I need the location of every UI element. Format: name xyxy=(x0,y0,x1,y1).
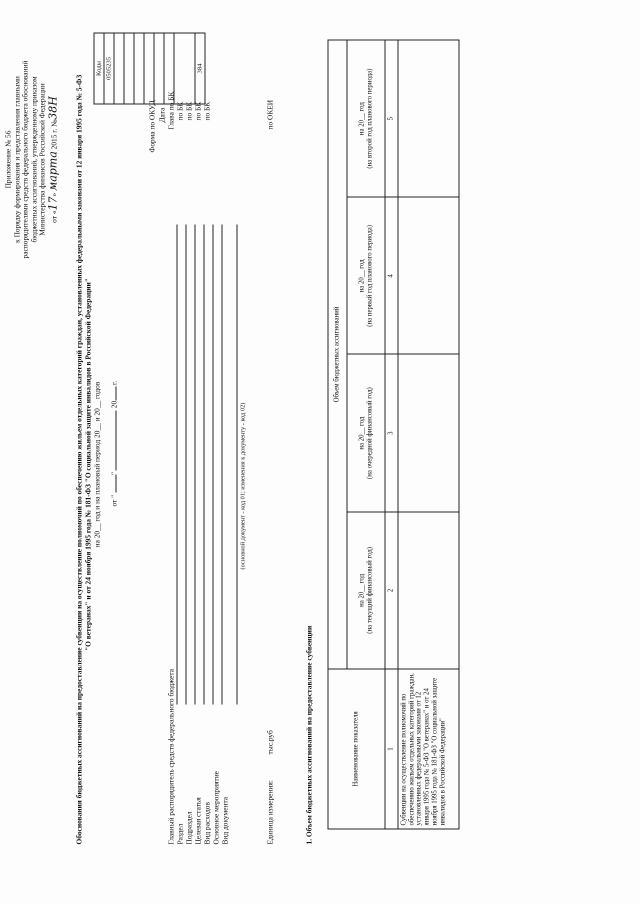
row-name: Субвенции на осуществление полномочий по обеспечению жильем отдельных категорий граждан, установленных федеральными законами от 12 января 1995 года № 5-ФЗ "О ветеранах" и от 24 ноября 1995 года № 181-ФЗ "О социальной защите инвалидов в Российской Федерации" xyxy=(398,669,459,829)
field-chief-manager: Главный распорядитель средств федерального бюджета xyxy=(166,668,176,845)
date-label: Дата xyxy=(157,107,167,123)
row-value-current xyxy=(398,512,459,669)
col-header-current xyxy=(347,512,385,669)
code-subsection xyxy=(144,33,154,104)
unit-label: Единица измерения: xyxy=(265,780,275,845)
row-value-plan2 xyxy=(398,40,459,197)
field-chief-manager-line xyxy=(177,225,178,705)
field-subsection-line xyxy=(195,225,196,705)
code-section xyxy=(134,33,144,104)
field-target-line xyxy=(204,225,205,705)
col-header-plan1 xyxy=(347,197,385,354)
appendix-date: от «17» марта 2015 г. №38Н xyxy=(46,96,60,223)
row-value-next xyxy=(398,355,459,512)
field-main-activity: Основное мероприятие xyxy=(211,771,221,845)
field-doc-type-line xyxy=(237,225,238,705)
okud-label: Форма по ОКУД xyxy=(147,100,157,153)
appendix-line-2: распорядителями средств федерального бюджета обоснований xyxy=(20,60,30,259)
col-header-plan2 xyxy=(347,40,385,197)
field-section-code: по БК xyxy=(175,101,185,121)
doc-type-note: (основной документ - код 01; изменения к документу - код 02) xyxy=(239,402,247,570)
field-section-line xyxy=(186,225,187,705)
col-header-next-desc: (на очередной финансовый год) xyxy=(366,387,373,480)
col-header-next xyxy=(347,355,385,512)
col-header-plan1-year: на 20__ год xyxy=(358,259,366,293)
col-num-5: 5 xyxy=(385,40,398,197)
col-header-current-year: на 20__ год xyxy=(358,573,366,607)
date-row xyxy=(111,381,120,507)
field-expense-type-code: по БК xyxy=(202,101,212,121)
document-page xyxy=(1,0,640,905)
code-head xyxy=(124,33,134,104)
appendix-year: 2015 г. № xyxy=(49,119,59,150)
appendix-number: 38Н xyxy=(46,96,60,120)
group-header: Объем бюджетных ассигнований xyxy=(328,40,347,669)
date-from: от " xyxy=(109,494,119,507)
row-value-plan1 xyxy=(398,197,459,354)
field-target: Целевая статья xyxy=(193,797,203,845)
appendix-line-1: к Порядку формирования и представления главными xyxy=(12,76,22,243)
appendix-title: Приложение № 56 xyxy=(3,130,13,189)
codes-header: Коды xyxy=(94,33,104,104)
field-subsection: Подраздел xyxy=(184,811,194,845)
col-num-1: 1 xyxy=(385,669,398,829)
code-okud: 0505235 xyxy=(104,33,114,104)
field-doc-type: Вид документа xyxy=(220,796,230,845)
heading-line-1: Обоснования бюджетных ассигнований на предоставление субвенции на осуществление полномочий по обеспечению жильем отдельных категорий граждан, установленных федеральными законами от 12 января 1995 года № 5-ФЗ xyxy=(74,74,84,845)
okei-label: по ОКЕИ xyxy=(265,99,275,130)
code-okei: 384 xyxy=(195,33,205,104)
date-year: 20 xyxy=(109,400,119,409)
code-date xyxy=(114,33,124,104)
date-g: г. xyxy=(109,380,119,385)
appendix-month: марта xyxy=(46,151,60,191)
field-section: Раздел xyxy=(175,823,185,845)
heading-line-3: на 20__ год и на плановый период 20__ и 20__ годов xyxy=(92,381,102,548)
col-header-plan2-year: на 20__ год xyxy=(358,102,366,136)
col-header-plan2-desc: (на второй год планового периода) xyxy=(366,68,373,169)
col-header-current-desc: (на текущий финансовый год) xyxy=(366,546,373,634)
codes-table xyxy=(94,33,206,105)
col-name-header: Наименование показателя xyxy=(328,669,385,829)
code-target xyxy=(154,33,164,104)
appendix-line-3: бюджетных ассигнований, утвержденному приказом xyxy=(29,76,39,243)
code-blank xyxy=(174,33,195,104)
heading-line-2: "О ветеранах" и от 24 ноября 1995 года № 181-ФЗ "О социальной защите инвалидов в Российской Федерации" xyxy=(83,278,93,651)
appendix-line-4: Министерства финансов Российской Федерации xyxy=(37,83,47,236)
section-1-title: 1. Объем бюджетных ассигнований на предоставление субвенции xyxy=(304,625,314,845)
appendix-block xyxy=(5,15,60,305)
code-expense-type xyxy=(164,33,174,104)
col-num-4: 4 xyxy=(385,197,398,354)
col-header-plan1-desc: (на первый год планового периода) xyxy=(366,225,373,327)
col-num-3: 3 xyxy=(385,355,398,512)
field-subsection-code: по БК xyxy=(184,101,194,121)
col-num-2: 2 xyxy=(385,512,398,669)
col-header-next-year: на 20__ год xyxy=(358,416,366,450)
unit-value: тыс.руб xyxy=(265,730,275,755)
date-quote: " xyxy=(109,471,119,475)
budget-table xyxy=(328,40,460,830)
field-chief-manager-code: Глава по БК xyxy=(166,91,176,130)
appendix-day: 17 xyxy=(46,196,60,211)
field-target-code: по БК xyxy=(193,101,203,121)
field-main-activity-line xyxy=(222,225,223,705)
field-expense-type: Вид расходов xyxy=(202,802,212,845)
field-expense-type-line xyxy=(213,225,214,705)
appendix-date-prefix: от « xyxy=(49,210,59,223)
